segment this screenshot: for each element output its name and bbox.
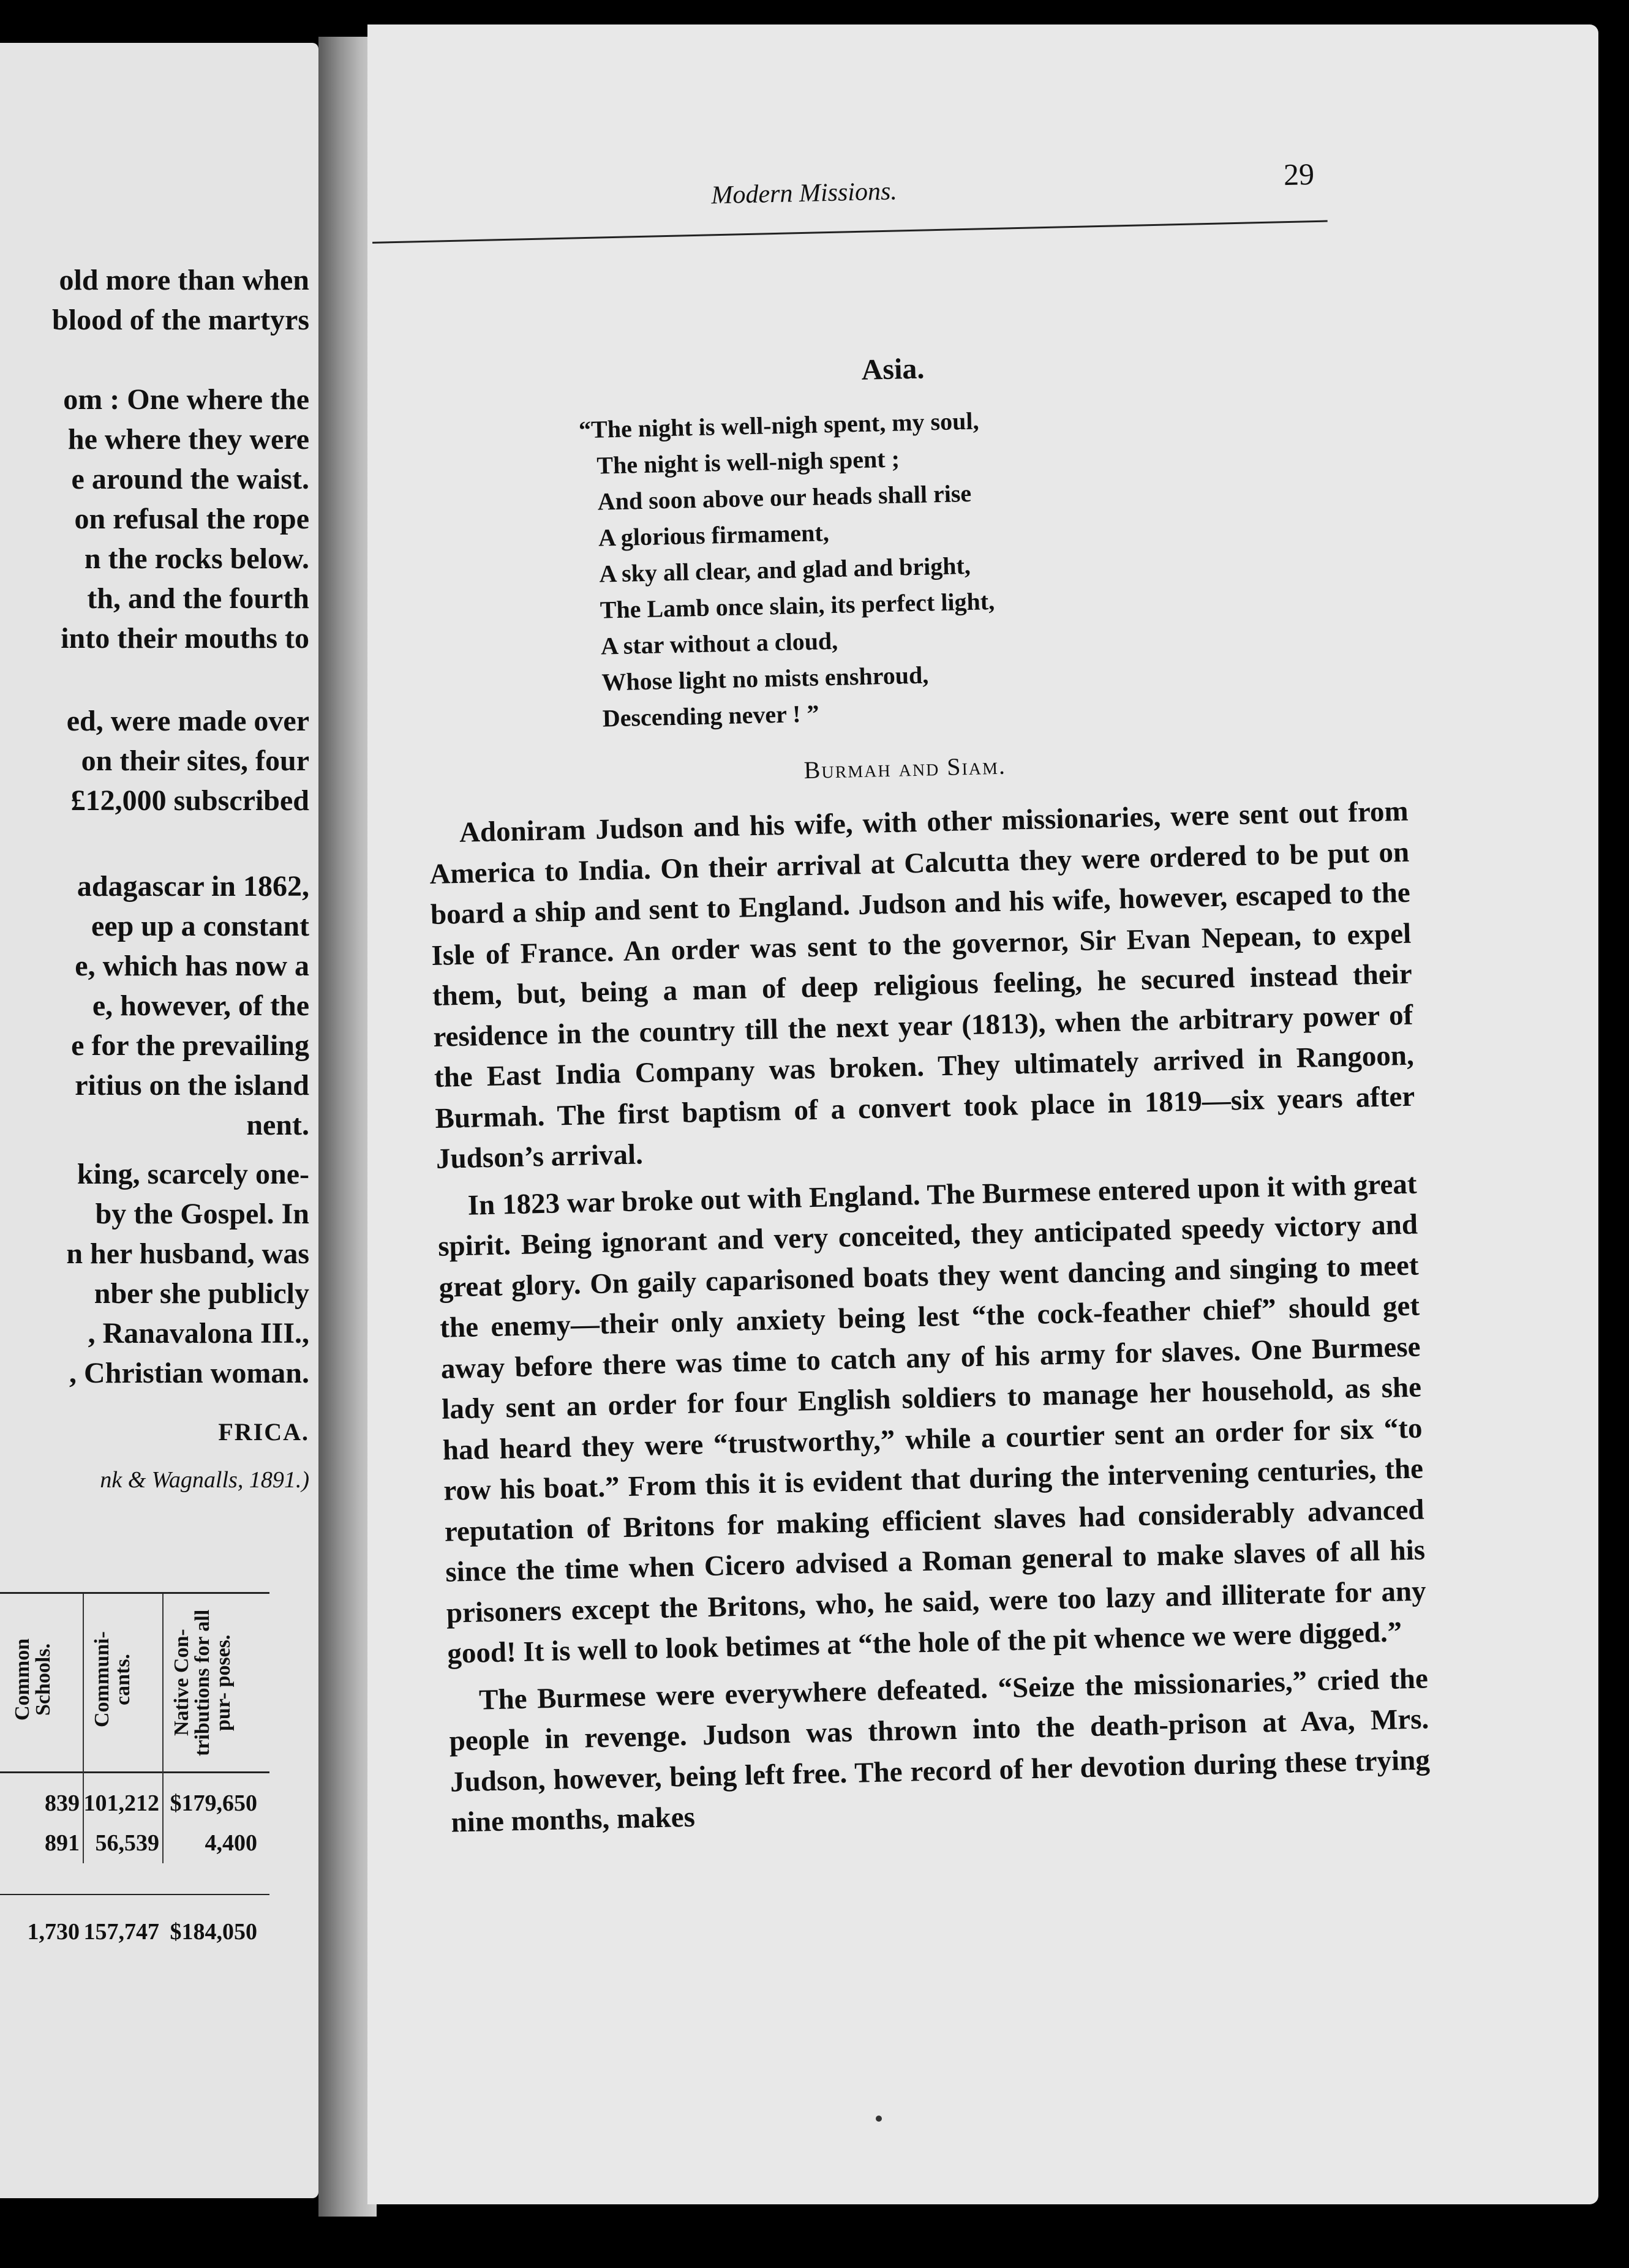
table-cell: 4,400 — [205, 1830, 257, 1856]
table-cell: 101,212 — [83, 1790, 159, 1816]
left-page-line: th, and the fourth — [87, 582, 309, 615]
poem-line: A glorious firmament, — [598, 519, 830, 552]
running-head: Modern Missions. — [710, 177, 898, 210]
left-page — [0, 43, 318, 2198]
poem — [578, 402, 997, 737]
left-page-line: e, which has now a — [75, 950, 309, 982]
left-page-line: e for the prevailing — [71, 1029, 309, 1062]
table-cell: $184,050 — [170, 1919, 257, 1945]
left-page-line: ed, were made over — [66, 705, 309, 737]
statistics-table — [0, 1592, 269, 1945]
left-page-line: £12,000 subscribed — [70, 784, 309, 817]
left-page-line: n her husband, was — [66, 1237, 309, 1270]
table-cell: 56,539 — [95, 1830, 159, 1856]
poem-line: A sky all clear, and glad and bright, — [598, 551, 971, 588]
table-cell: $179,650 — [170, 1790, 257, 1816]
column-header: Native Con- tributions for all pur- poses. — [170, 1609, 235, 1756]
left-page-line: adagascar in 1862, — [77, 870, 309, 903]
column-divider — [83, 1594, 84, 1863]
left-page-line: into their mouths to — [61, 622, 309, 655]
left-page-line: nber she publicly — [94, 1277, 309, 1310]
left-page-line: eep up a constant — [91, 910, 309, 942]
left-page-line: , Ranavalona III., — [88, 1317, 309, 1350]
left-page-line: e around the waist. — [71, 463, 309, 495]
poem-line: Descending never ! ” — [602, 699, 819, 732]
left-page-line: old more than when — [59, 264, 309, 296]
subheading: Burmah and Siam. — [803, 751, 1007, 784]
column-header: Communi- cants. — [91, 1631, 134, 1728]
left-page-line: n the rocks below. — [84, 543, 309, 575]
left-page-line: by the Gospel. In — [95, 1198, 309, 1230]
poem-line: The night is well-nigh spent ; — [596, 445, 900, 479]
left-page-line: ritius on the island — [75, 1069, 309, 1102]
page-number: 29 — [1283, 156, 1315, 192]
table-cell: 1,730 — [27, 1919, 80, 1945]
table-header — [0, 1594, 269, 1773]
poem-line: The Lamb once slain, its perfect light, — [600, 587, 995, 624]
poem-line: Whose light no mists enshroud, — [601, 661, 929, 696]
left-page-line: he where they were — [67, 423, 309, 456]
poem-line: “The night is well-nigh spent, my soul, — [578, 407, 979, 444]
table-cell: 839 — [45, 1790, 80, 1816]
sum-rule — [0, 1894, 269, 1895]
left-page-line: nk & Wagnalls, 1891.) — [100, 1467, 309, 1493]
left-page-line: , Christian woman. — [69, 1357, 309, 1389]
table-cell: 157,747 — [83, 1919, 159, 1945]
poem-line: And soon above our heads shall rise — [597, 479, 972, 516]
column-divider — [162, 1594, 164, 1863]
page-content — [367, 24, 1598, 2204]
print-speck — [876, 2116, 882, 2122]
left-page-line: e, however, of the — [92, 989, 309, 1022]
column-header: Common Schools. — [11, 1638, 55, 1721]
paragraph: The Burmese were everywhere defeated. “Seize the missionaries,” cried the people in revenge. Judson was thrown into the death-prison at Ava, Mrs. Judson, however, being left free. The record of her devotion during these trying nine months, makes — [449, 1662, 1431, 1839]
poem-line: A star without a cloud, — [600, 626, 838, 660]
header-rule — [372, 220, 1328, 244]
left-page-line: on refusal the rope — [74, 503, 309, 535]
paragraph: In 1823 war broke out with England. The Burmese entered upon it with great spirit. Being ignorant and very conceited, they anticipated speedy victory and great glory. On gaily caparisoned boats they went dancing and singing to meet the enemy—their only anxiety being lest “the cock-feather chief” should get away before there was time to catch any of his army for slaves. One Burmese lady sent an order for four English soldiers to manage her household, as she had heard they were “trustworthy,” while a courtier sent an order for six “to row his boat.” From this it is evident that during the intervening centuries, the reputation of Britons for making efficient slaves had considerably advanced since the time when Cicero advised a Roman general to make slaves of all his prisoners except the Britons, who, he said, were too lazy and illiterate for any good! It is well to look betimes at “the hole of the pit whence we were digged.” — [437, 1168, 1427, 1670]
paragraph: Adoniram Judson and his wife, with other missionaries, were sent out from America to India. On their arrival at Calcutta they were ordered to be put on board a ship and sent to England. Judson and his wife, however, escaped to the Isle of France. An order was sent to the governor, Sir Evan Nepean, to expel them, but, being a man of deep religious feeling, he secured instead their residence in the country till the next year (1813), when the arbitrary power of the East India Company was broken. They ultimately arrived in Rangoon, Burmah. The first baptism of a convert took place in 1819—six years after Judson’s arrival. — [429, 795, 1415, 1175]
left-page-line: nent. — [246, 1109, 309, 1141]
left-page-line: blood of the martyrs — [52, 304, 309, 336]
left-page-line: FRICA. — [218, 1418, 309, 1446]
right-page — [367, 24, 1598, 2204]
left-page-line: om : One where the — [63, 383, 309, 416]
body-text — [428, 791, 1431, 1849]
left-page-line: king, scarcely one- — [77, 1158, 309, 1190]
section-title: Asia. — [861, 352, 925, 386]
table-cell: 891 — [45, 1830, 80, 1856]
left-page-line: on their sites, four — [81, 745, 309, 777]
